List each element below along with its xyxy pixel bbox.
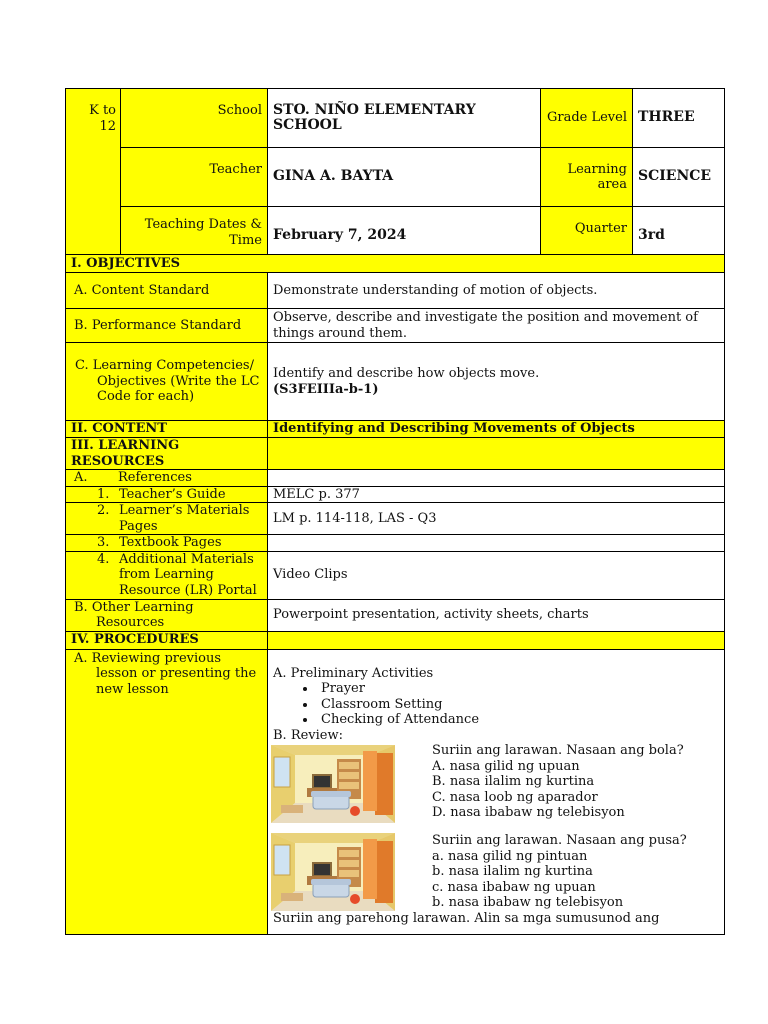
- additional-materials-num: 4.: [97, 551, 110, 567]
- learners-materials-num: 2.: [97, 503, 110, 518]
- performance-standard-value: Observe, describe and investigate the position and movement of things around them.: [268, 309, 725, 343]
- trailing-instruction: Suriin ang parehong larawan. Alin sa mga sumusunod ang: [273, 911, 660, 926]
- question-2-choice-c: c. nasa ibabaw ng upuan: [432, 879, 596, 895]
- teacher-label: Teacher: [121, 148, 268, 207]
- school-label: School: [121, 89, 268, 148]
- list-item: • Classroom Setting: [317, 697, 719, 713]
- question-2-choice-a: a. nasa gilid ng pintuan: [432, 848, 588, 864]
- content-value: Identifying and Describing Movements of Objects: [268, 421, 725, 438]
- performance-standard-label: B. Performance Standard: [66, 309, 268, 343]
- textbook-pages-label: [66, 535, 268, 552]
- preliminary-list: [273, 681, 719, 728]
- additional-materials-value: Video Clips: [268, 551, 725, 599]
- learners-materials-text: Learner’s Materials Pages: [119, 503, 250, 534]
- question-1-choice-d: D. nasa ibabaw ng telebisyon: [432, 805, 625, 820]
- question-1-block: [432, 743, 684, 821]
- textbook-pages-text: Textbook Pages: [119, 535, 222, 550]
- competencies-value: [268, 343, 725, 421]
- teachers-guide-num: 1.: [97, 486, 110, 502]
- quarter-label: Quarter: [541, 207, 633, 266]
- objectives-heading: I. OBJECTIVES: [66, 255, 725, 273]
- resources-heading-row: [66, 438, 725, 470]
- list-item: • Prayer: [317, 681, 719, 697]
- header-row-teacher: [66, 148, 725, 207]
- teachers-guide-text: Teacher’s Guide: [119, 486, 226, 502]
- references-letter: A.: [74, 470, 88, 485]
- other-resources-row: [66, 599, 725, 631]
- other-resources-label: B. Other Learning Resources: [66, 599, 268, 631]
- header-table: [65, 88, 725, 266]
- question-1-choice-b: B. nasa ilalim ng kurtina: [432, 774, 595, 789]
- resources-heading-blank: [268, 438, 725, 470]
- content-standard-value: Demonstrate understanding of motion of objects.: [268, 273, 725, 309]
- review-question-1: [273, 743, 719, 833]
- content-standard-label: A. Content Standard: [66, 273, 268, 309]
- learning-area-value: SCIENCE: [633, 148, 725, 207]
- teachers-guide-value: MELC p. 377: [268, 486, 725, 503]
- review-label: A. Reviewing previous lesson or presenting the new lesson: [66, 649, 268, 934]
- grade-label: Grade Level: [541, 89, 633, 148]
- performance-standard-row: [66, 309, 725, 343]
- learners-materials-row: [66, 503, 725, 535]
- procedures-heading: IV. PROCEDURES: [66, 631, 268, 649]
- additional-materials-label: [66, 551, 268, 599]
- review-heading: B. Review:: [273, 727, 344, 743]
- teachers-guide-label: [66, 486, 268, 503]
- grade-value: THREE: [633, 89, 725, 148]
- school-value: STO. NIÑO ELEMENTARY SCHOOL: [268, 89, 541, 148]
- additional-materials-row: [66, 551, 725, 599]
- teacher-value: GINA A. BAYTA: [268, 148, 541, 207]
- quarter-value: 3rd: [633, 207, 725, 266]
- textbook-pages-row: [66, 535, 725, 552]
- question-1-choice-a: A. nasa gilid ng upuan: [432, 758, 580, 774]
- k12-label: [66, 89, 121, 266]
- list-item: • Checking of Attendance: [317, 712, 719, 728]
- references-row: [66, 470, 725, 487]
- question-2-block: [432, 833, 687, 911]
- procedures-heading-blank: [268, 631, 725, 649]
- learners-materials-value: LM p. 114-118, LAS - Q3: [268, 503, 725, 535]
- content-standard-row: [66, 273, 725, 309]
- k12-text: K to 12: [89, 103, 116, 134]
- content-heading: II. CONTENT: [66, 421, 268, 438]
- textbook-pages-num: 3.: [97, 535, 110, 550]
- dates-value: February 7, 2024: [268, 207, 541, 266]
- textbook-pages-value: [268, 535, 725, 552]
- procedures-heading-row: [66, 631, 725, 649]
- content-heading-row: [66, 421, 725, 438]
- competencies-row: [66, 343, 725, 421]
- living-room-image: [271, 833, 395, 911]
- header-row-school: [66, 89, 725, 148]
- preliminary-heading: A. Preliminary Activities: [273, 665, 434, 681]
- objectives-heading-row: [66, 255, 725, 273]
- competencies-label: C. Learning Competencies/ Objectives (Write the LC Code for each): [66, 343, 268, 421]
- review-question-2: [273, 833, 719, 911]
- learning-area-label: Learning area: [541, 148, 633, 207]
- references-text: References: [118, 470, 192, 485]
- additional-materials-text: Additional Materials from Learning Resource (LR) Portal: [119, 551, 257, 598]
- lesson-plan-table: [65, 254, 725, 935]
- question-1-text: Suriin ang larawan. Nasaan ang bola?: [432, 743, 684, 758]
- resources-heading: III. LEARNING RESOURCES: [66, 438, 268, 470]
- question-2-text: Suriin ang larawan. Nasaan ang pusa?: [432, 833, 687, 848]
- competency-code: (S3FEIIIa-b-1): [273, 381, 379, 397]
- references-label: [66, 470, 268, 487]
- learners-materials-label: [66, 503, 268, 535]
- review-row: [66, 649, 725, 934]
- question-2-choice-d: b. nasa ibabaw ng telebisyon: [432, 895, 624, 910]
- question-2-choice-b: b. nasa ilalim ng kurtina: [432, 864, 593, 879]
- review-content: [268, 649, 725, 934]
- competency-text: Identify and describe how objects move.: [273, 366, 540, 381]
- dates-label: Teaching Dates & Time: [121, 207, 268, 266]
- living-room-image: [271, 745, 395, 823]
- teachers-guide-row: [66, 486, 725, 503]
- question-1-choice-c: C. nasa loob ng aparador: [432, 789, 598, 805]
- other-resources-value: Powerpoint presentation, activity sheets, charts: [268, 599, 725, 631]
- references-value: [268, 470, 725, 487]
